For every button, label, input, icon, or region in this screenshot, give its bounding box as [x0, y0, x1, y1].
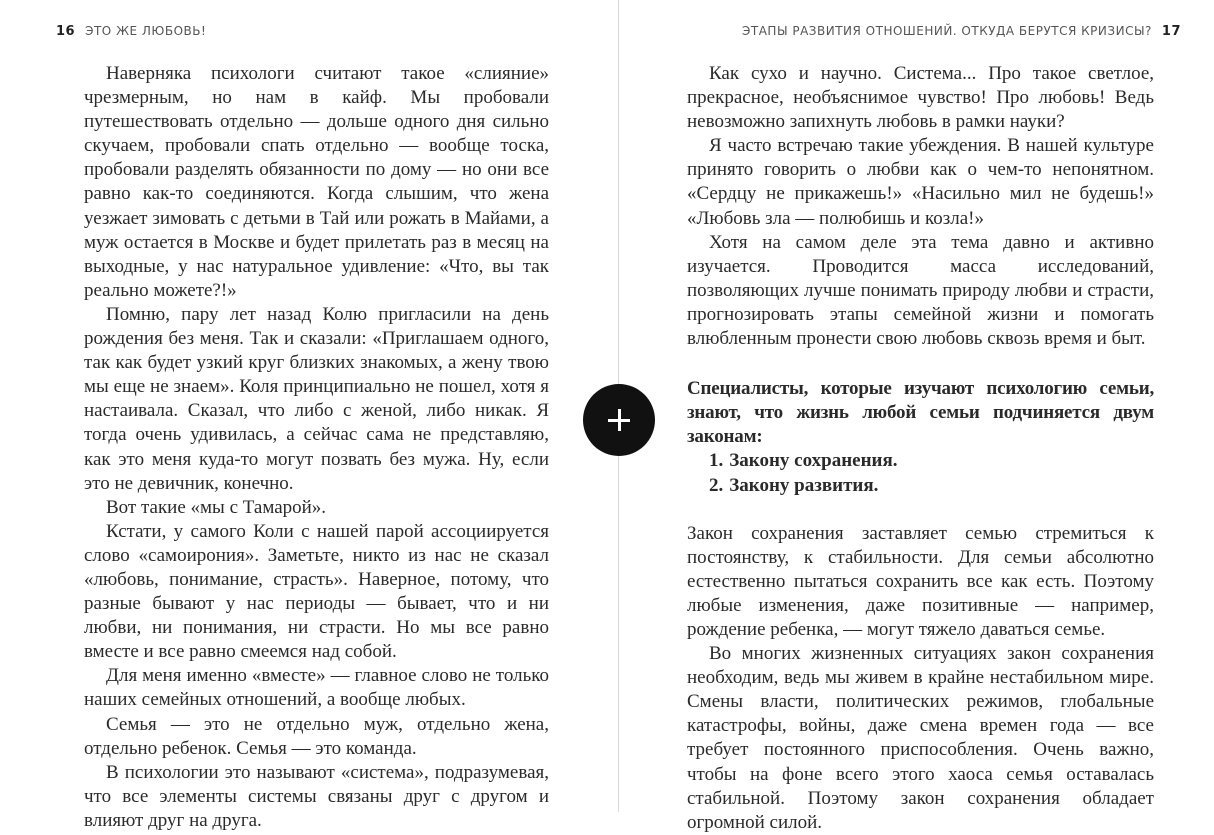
paragraph: Наверняка психологи считают такое «слияние» чрезмерным, но нам в кайф. Мы пробовали путешествовать отдельно — дольше одного дня сильно скучаем, пробовали спать отдельно — вообще тоска, пробовали разделять обязанности по дому — но они все равно как-то соединяются. Когда слышим, что жена уезжает зимовать с детьми в Тай или рожать в Майами, а муж остается в Москве и будет прилетать раз в месяц на выходные, у нас натуральное удивление: «Что, вы так реально можете?!» — [84, 63, 549, 301]
left-running-head — [56, 24, 206, 39]
list-item — [709, 449, 1154, 473]
paragraph: Во многих жизненных ситуациях закон сохранения необходим, ведь мы живем в крайне нестабильном мире. Смены власти, политических режимов, глобальные катастрофы, войны, даже смена времен года — все требует постоянного приспособления. Очень важно, чтобы на фоне всего этого хаоса семья оставалась стабильной. Поэтому закон сохранения обладает огромной силой. — [687, 643, 1154, 833]
list-item-text: Закону развития. — [729, 474, 879, 496]
list-item-number: 2. — [709, 474, 724, 496]
lead-statement: Специалисты, которые изучают психологию семьи, знают, что жизнь любой семьи подчиняется двум законам: — [687, 378, 1154, 448]
add-button[interactable] — [583, 384, 655, 456]
paragraph: Хотя на самом деле эта тема давно и активно изучается. Проводится масса исследований, позволяющих лучше понимать природу любви и страсти, прогнозировать этапы семейной жизни и помогать влюбленным пронести свою любовь сквозь время и быт. — [687, 231, 1154, 350]
right-running-head-title: ЭТАПЫ РАЗВИТИЯ ОТНОШЕНИЙ. ОТКУДА БЕРУТСЯ КРИЗИСЫ? — [742, 24, 1152, 38]
list-item-number: 1. — [709, 450, 724, 472]
left-running-head-title: ЭТО ЖЕ ЛЮБОВЬ! — [85, 24, 207, 38]
paragraph: Семья — это не отдельно муж, отдельно жена, отдельно ребенок. Семья — это команда. — [84, 713, 549, 759]
paragraph: Кстати, у самого Коли с нашей парой ассоциируется слово «самоирония». Заметьте, никто из нас не сказал «любовь, понимание, страсть». Наверное, потому, что разные бывают у нас периоды — бывает, что и ни любви, ни понимания, ни страсти. Но мы все равно вместе и все равно смеемся над собой. — [84, 520, 549, 663]
paragraph: Вот такие «мы с Тамарой». — [106, 496, 327, 518]
paragraph: Помню, пару лет назад Колю пригласили на день рождения без меня. Так и сказали: «Приглашаем одного, так как будет узкий круг близких знакомых, а жену твою мы еще не знаем». Коля принципиально не пошел, хотя я настаивала. Сказал, что либо с женой, либо никак. Я тогда очень удивилась, а сейчас сама не представляю, как это меня куда-то могут позвать без мужа. Ну, если это не девичник, конечно. — [84, 303, 549, 494]
laws-list — [709, 449, 1154, 497]
right-page-body — [687, 62, 1154, 835]
right-page — [619, 0, 1214, 833]
left-page-body — [84, 62, 549, 833]
right-page-number: 17 — [1161, 24, 1181, 39]
paragraph: Как сухо и научно. Система... Про такое светлое, прекрасное, необъяснимое чувство! Про любовь! Ведь невозможно запихнуть любовь в рамки науки? — [687, 63, 1154, 133]
right-running-head — [742, 24, 1181, 39]
list-item-text: Закону сохранения. — [729, 450, 898, 472]
plus-icon — [608, 409, 630, 431]
paragraph: Я часто встречаю такие убеждения. В нашей культуре принято говорить о любви как о чем-то непонятном. «Сердцу не прикажешь!» «Насильно мил не будешь!» «Любовь зла — полюбишь и козла!» — [687, 135, 1154, 229]
left-page-number: 16 — [56, 24, 76, 39]
paragraph: В психологии это называют «система», подразумевая, что все элементы системы связаны друг с другом и влияют друг на друга. — [84, 761, 549, 831]
paragraph: Закон сохранения заставляет семью стремиться к постоянству, к стабильности. Для семьи абсолютно естественно пытаться сохранить все как есть. Поэтому любые изменения, даже позитивные — например, рождение ребенка, — могут тяжело даваться семье. — [687, 522, 1154, 640]
list-item — [709, 474, 1154, 498]
paragraph: Для меня именно «вместе» — главное слово не только наших семейных отношений, а вообще любых. — [84, 665, 549, 711]
